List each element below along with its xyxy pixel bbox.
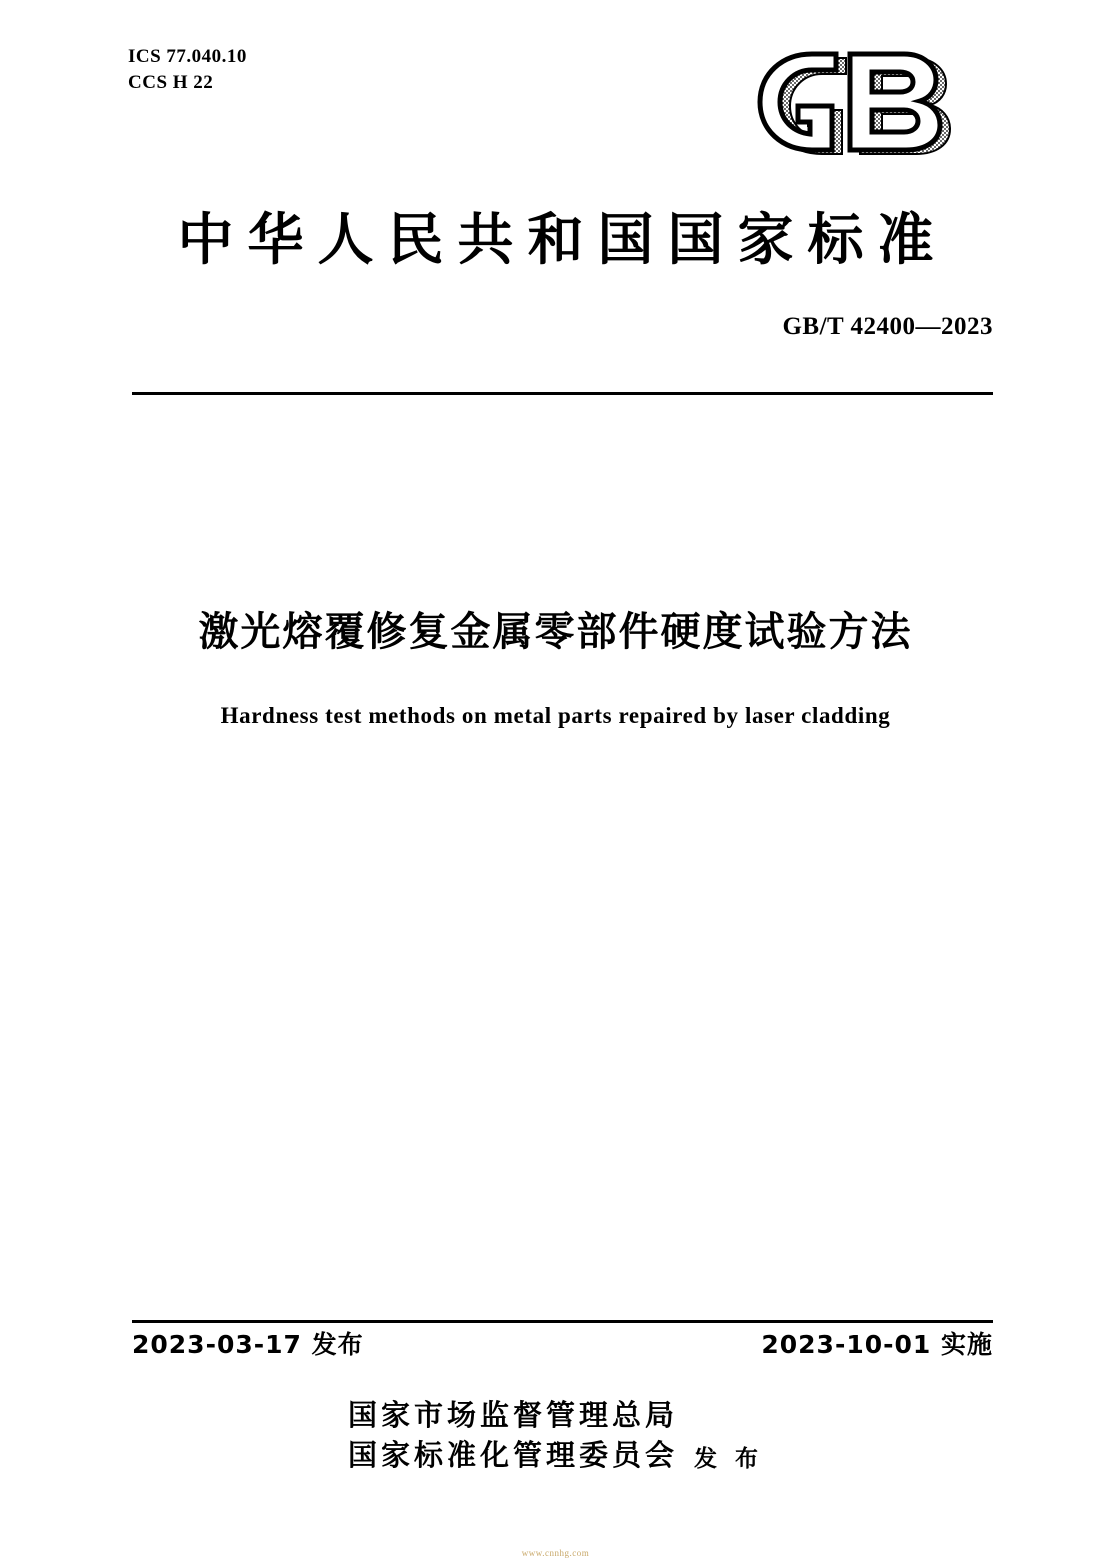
classification-codes: [128, 44, 247, 96]
publisher-block: [0, 1395, 1111, 1475]
issue-date: 2023-03-17 发布: [132, 1330, 364, 1359]
publisher-line-2: 国家标准化管理委员会: [347, 1438, 678, 1472]
national-standard-title: 中华人民共和国国家标准: [177, 208, 948, 273]
gb-emblem-icon: [754, 48, 979, 168]
ics-code: ICS 77.040.10: [128, 46, 247, 67]
publisher-verb: 发 布: [694, 1446, 764, 1472]
document-title-english: Hardness test methods on metal parts repaired by laser cladding: [220, 703, 891, 728]
ccs-code: CCS H 22: [128, 72, 214, 93]
document-title-chinese: 激光熔覆修复金属零部件硬度试验方法: [198, 609, 913, 655]
implementation-date: 2023-10-01 实施: [761, 1330, 993, 1359]
divider-bottom: [132, 1320, 993, 1323]
divider-top: [132, 392, 993, 395]
standard-number: GB/T 42400—2023: [782, 313, 993, 340]
publisher-line-1: 国家市场监督管理总局: [347, 1398, 678, 1432]
publisher-names: [348, 1395, 678, 1475]
footer-watermark: www.cnnhg.com: [521, 1548, 590, 1558]
